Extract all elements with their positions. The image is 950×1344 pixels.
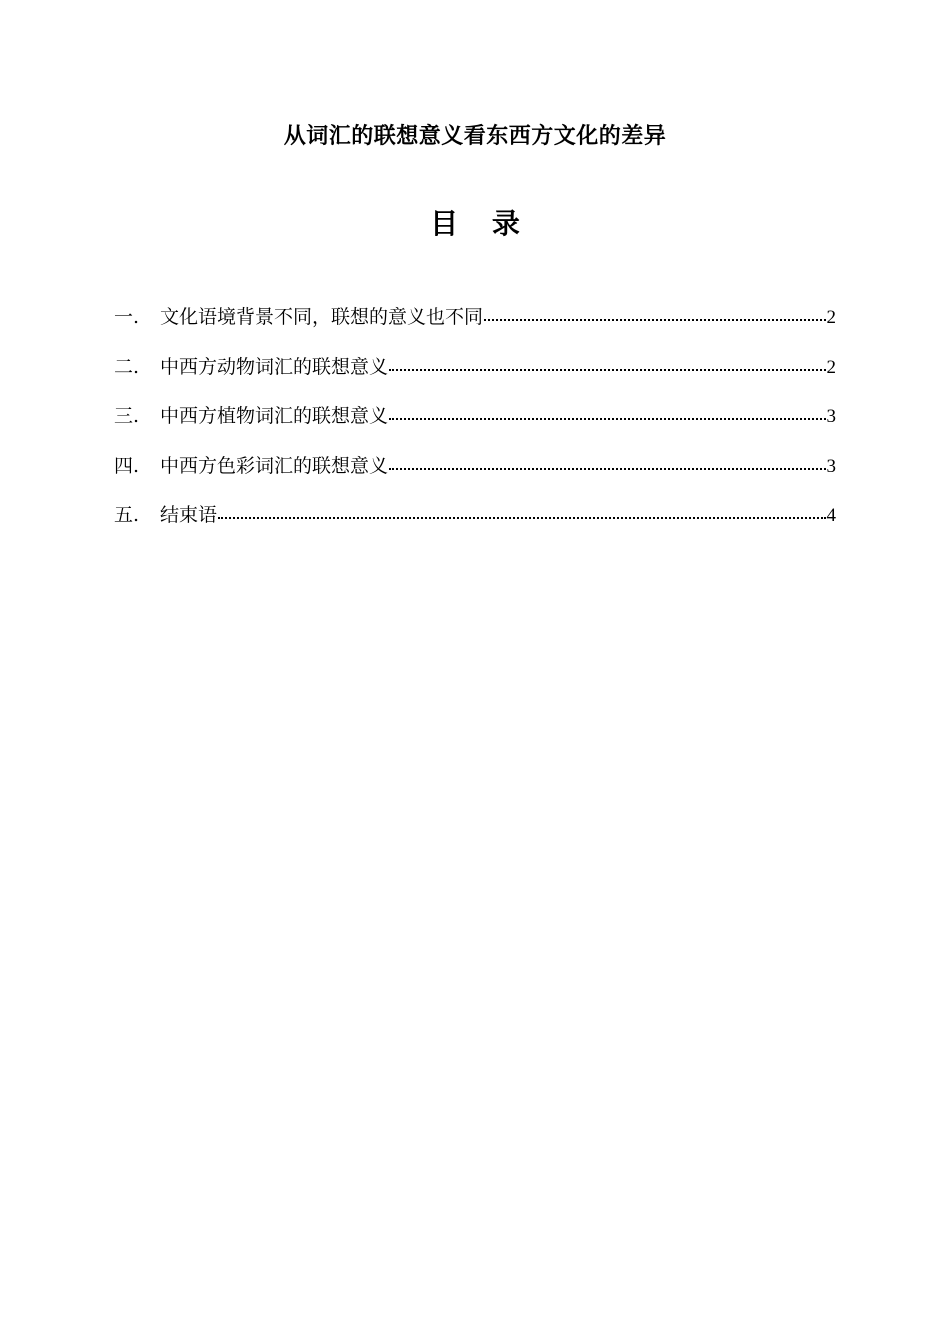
toc-entry-title: 中西方动物词汇的联想意义: [160, 355, 389, 378]
toc-entry-number: 一.: [114, 306, 140, 328]
toc-heading: 目 录: [430, 207, 532, 240]
toc-entry-title: 文化语境背景不同，联想的意义也不同: [160, 306, 484, 328]
toc-dot-leader: [389, 452, 825, 472]
toc-entry[interactable]: [114, 498, 836, 548]
toc-entry-number: 四.: [114, 454, 140, 477]
toc-entry[interactable]: [114, 300, 836, 350]
toc-entry-page: 2: [826, 307, 836, 328]
toc-dot-leader: [389, 353, 825, 373]
toc-entry-title: 中西方植物词汇的联想意义: [160, 405, 389, 427]
toc-entry-page: 2: [826, 356, 836, 378]
toc-dot-leader: [484, 303, 825, 323]
toc-dot-leader: [389, 402, 825, 422]
toc-entry-number: 二.: [114, 355, 140, 378]
toc-entry-page: 3: [826, 406, 836, 427]
toc-entry[interactable]: [114, 350, 836, 400]
document-title: 从词汇的联想意义看东西方文化的差异: [283, 123, 667, 149]
toc-entry-title: 中西方色彩词汇的联想意义: [160, 454, 389, 477]
table-of-contents: [114, 300, 836, 548]
toc-entry[interactable]: [114, 449, 836, 499]
toc-entry-number: 五.: [114, 504, 140, 526]
toc-dot-leader: [218, 501, 825, 521]
toc-entry-title: 结束语: [160, 504, 218, 526]
toc-entry-page: 4: [826, 505, 836, 526]
toc-entry[interactable]: [114, 399, 836, 449]
toc-entry-page: 3: [826, 455, 836, 477]
toc-entry-number: 三.: [114, 405, 140, 427]
